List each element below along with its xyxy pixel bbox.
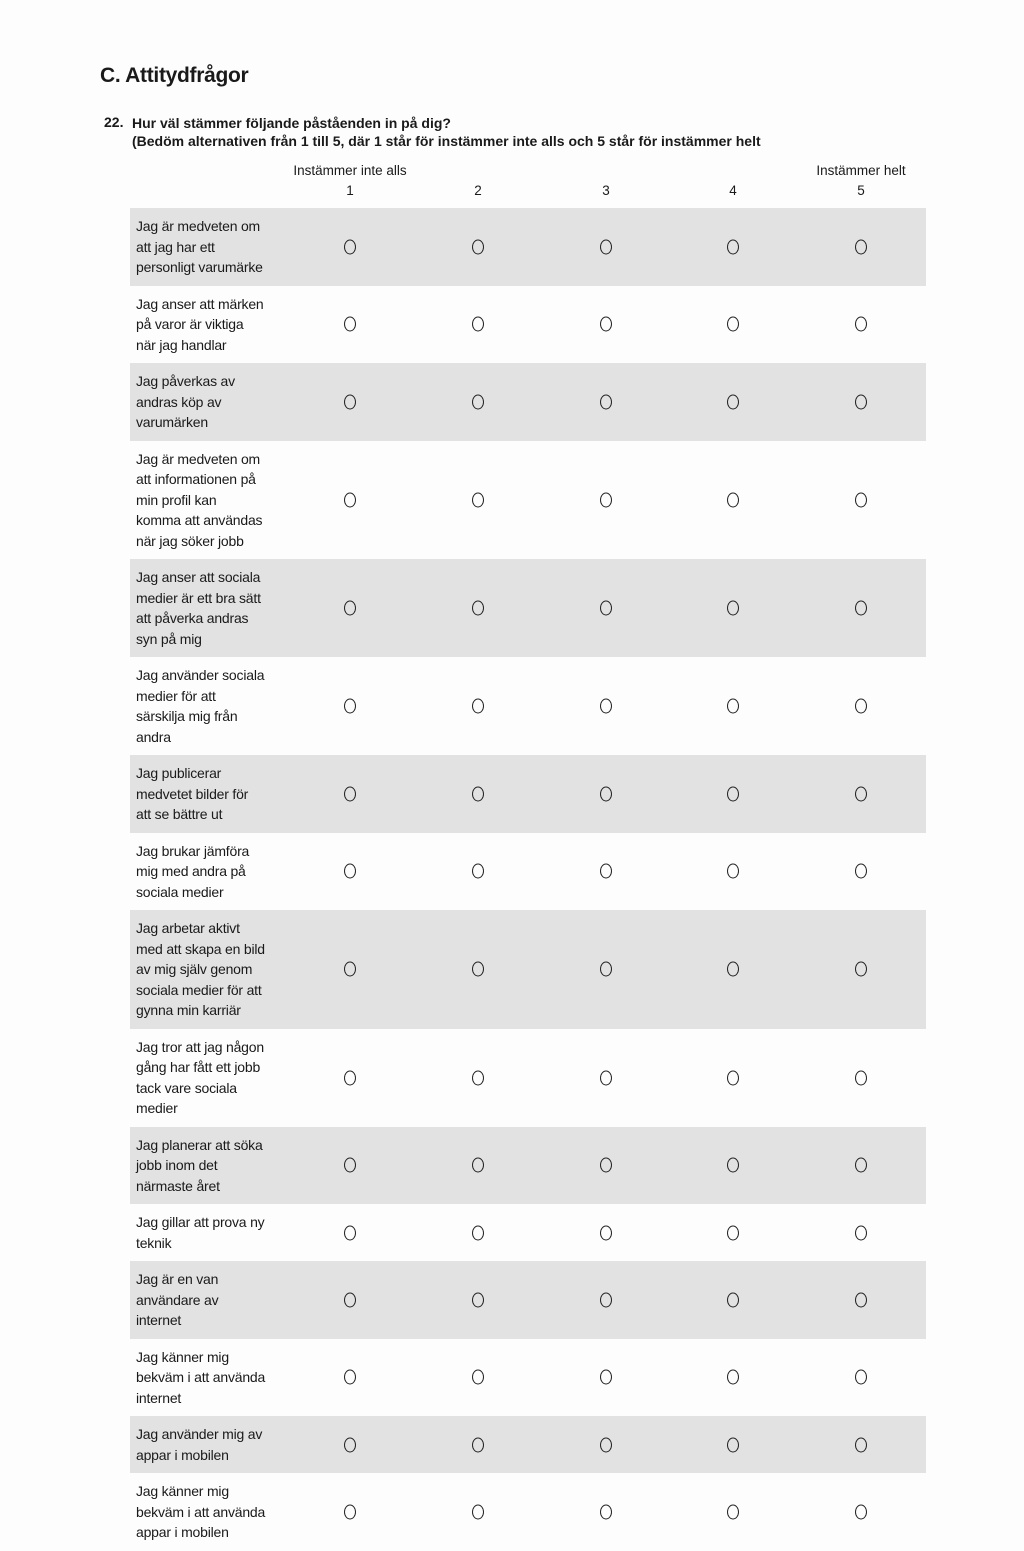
scale-header <box>0 163 1024 203</box>
radio-option-4[interactable] <box>727 1070 739 1085</box>
radio-option-3[interactable] <box>600 1504 612 1519</box>
statement-row <box>130 910 926 1029</box>
radio-option-3[interactable] <box>600 1070 612 1085</box>
radio-option-5[interactable] <box>855 962 867 977</box>
radio-option-2[interactable] <box>472 1070 484 1085</box>
statement-text <box>130 1473 276 1551</box>
radio-option-2[interactable] <box>472 492 484 507</box>
statement-line: appar i mobilen <box>136 1524 229 1540</box>
statement-line: medier <box>136 1100 178 1116</box>
statement-line: att informationen på <box>136 471 256 487</box>
statement-line: att påverka andras <box>136 610 249 626</box>
statement-line: Jag är medveten om <box>136 450 261 467</box>
radio-option-4[interactable] <box>727 1225 739 1240</box>
question-number: 22. <box>104 114 124 130</box>
statement-row <box>130 1204 926 1261</box>
radio-option-1[interactable] <box>344 1070 356 1085</box>
statement-text <box>130 1127 276 1205</box>
statement-line: särskilja mig från <box>136 708 238 724</box>
radio-option-4[interactable] <box>727 601 739 616</box>
radio-option-5[interactable] <box>855 1370 867 1385</box>
scale-low-label: Instämmer inte alls <box>293 163 407 178</box>
scale-point-5: 5 <box>857 183 865 198</box>
question-text-line1: Hur väl stämmer följande påståenden in på dig? <box>132 115 451 131</box>
statement-line: sociala medier <box>136 883 224 900</box>
radio-option-3[interactable] <box>600 317 612 332</box>
statement-line: internet <box>136 1312 182 1328</box>
statement-text <box>130 1204 276 1261</box>
radio-option-1[interactable] <box>344 962 356 977</box>
statement-line: Jag känner mig <box>136 1348 229 1365</box>
statement-text <box>130 1029 276 1127</box>
statement-line: gång har fått ett jobb <box>136 1059 261 1075</box>
radio-option-2[interactable] <box>472 1370 484 1385</box>
statement-row <box>130 1261 926 1339</box>
radio-option-4[interactable] <box>727 962 739 977</box>
statement-line: med att skapa en bild <box>136 940 265 957</box>
radio-option-4[interactable] <box>727 394 739 409</box>
radio-option-2[interactable] <box>472 962 484 977</box>
radio-option-5[interactable] <box>855 601 867 616</box>
statement-line: internet <box>136 1389 182 1406</box>
radio-option-2[interactable] <box>472 1225 484 1240</box>
statement-line: att jag har ett <box>136 238 215 255</box>
radio-option-3[interactable] <box>600 962 612 977</box>
radio-option-4[interactable] <box>727 317 739 332</box>
statement-row <box>130 833 926 911</box>
radio-option-1[interactable] <box>344 601 356 616</box>
radio-option-1[interactable] <box>344 1437 356 1452</box>
statement-line: medvetet bilder för <box>136 785 249 802</box>
statement-line: bekväm i att använda <box>136 1369 266 1385</box>
statement-line: personligt varumärke <box>136 259 263 275</box>
radio-option-3[interactable] <box>600 786 612 801</box>
statement-row <box>130 208 926 286</box>
radio-option-5[interactable] <box>855 699 867 714</box>
radio-option-5[interactable] <box>855 239 867 254</box>
radio-option-3[interactable] <box>600 1292 612 1307</box>
statement-table <box>130 208 926 1551</box>
radio-option-1[interactable] <box>344 239 356 254</box>
radio-option-4[interactable] <box>727 492 739 507</box>
radio-option-1[interactable] <box>344 864 356 879</box>
radio-option-4[interactable] <box>727 864 739 879</box>
statement-line: av mig själv genom <box>136 961 253 977</box>
radio-option-3[interactable] <box>600 1225 612 1240</box>
statement-row <box>130 657 926 755</box>
scale-high-label: Instämmer helt <box>816 163 906 178</box>
statement-row <box>130 1339 926 1417</box>
statement-text <box>130 441 276 560</box>
radio-option-2[interactable] <box>472 1504 484 1519</box>
radio-option-3[interactable] <box>600 699 612 714</box>
radio-option-1[interactable] <box>344 699 356 714</box>
statement-line: Jag gillar att prova ny <box>136 1214 265 1230</box>
radio-option-3[interactable] <box>600 239 612 254</box>
statement-text <box>130 910 276 1029</box>
statement-row <box>130 1473 926 1551</box>
statement-row <box>130 286 926 364</box>
statement-text <box>130 1261 276 1339</box>
statement-line: medier för att <box>136 687 216 704</box>
radio-option-3[interactable] <box>600 492 612 507</box>
radio-option-1[interactable] <box>344 1225 356 1240</box>
statement-text <box>130 1339 276 1417</box>
statement-row <box>130 1029 926 1127</box>
statement-line: på varor är viktiga <box>136 316 244 332</box>
statement-line: andras köp av <box>136 393 222 410</box>
statement-line: när jag handlar <box>136 336 227 353</box>
statement-line: Jag anser att märken <box>136 295 264 312</box>
statement-line: Jag arbetar aktivt <box>136 920 240 936</box>
statement-line: Jag anser att sociala <box>136 569 261 585</box>
statement-line: att se bättre ut <box>136 806 223 822</box>
radio-option-1[interactable] <box>344 1158 356 1173</box>
statement-line: Jag är en van <box>136 1271 219 1287</box>
radio-option-5[interactable] <box>855 394 867 409</box>
radio-option-2[interactable] <box>472 1437 484 1452</box>
statement-line: Jag brukar jämföra <box>136 842 250 859</box>
radio-option-4[interactable] <box>727 1437 739 1452</box>
radio-option-3[interactable] <box>600 1437 612 1452</box>
radio-option-5[interactable] <box>855 1292 867 1307</box>
radio-option-1[interactable] <box>344 492 356 507</box>
statement-text <box>130 833 276 911</box>
statement-line: andra <box>136 728 171 745</box>
statement-line: sociala medier för att <box>136 981 262 998</box>
statement-line: syn på mig <box>136 630 202 647</box>
statement-line: Jag använder mig av <box>136 1426 263 1442</box>
radio-option-1[interactable] <box>344 786 356 801</box>
radio-option-5[interactable] <box>855 317 867 332</box>
radio-option-2[interactable] <box>472 699 484 714</box>
scale-point-3: 3 <box>602 183 610 198</box>
radio-option-1[interactable] <box>344 1370 356 1385</box>
statement-text <box>130 559 276 657</box>
statement-line: när jag söker jobb <box>136 532 244 549</box>
radio-option-3[interactable] <box>600 601 612 616</box>
statement-row <box>130 1416 926 1473</box>
statement-row <box>130 559 926 657</box>
scale-point-4: 4 <box>729 183 737 198</box>
radio-option-1[interactable] <box>344 1504 356 1519</box>
statement-line: tack vare sociala <box>136 1079 237 1096</box>
radio-option-1[interactable] <box>344 1292 356 1307</box>
statement-line: Jag publicerar <box>136 765 222 781</box>
radio-option-4[interactable] <box>727 1158 739 1173</box>
radio-option-5[interactable] <box>855 1504 867 1519</box>
radio-option-2[interactable] <box>472 317 484 332</box>
radio-option-4[interactable] <box>727 1504 739 1519</box>
statement-row <box>130 441 926 560</box>
radio-option-4[interactable] <box>727 699 739 714</box>
statement-line: varumärken <box>136 414 208 430</box>
statement-text <box>130 286 276 364</box>
statement-line: närmaste året <box>136 1177 220 1194</box>
statement-line: appar i mobilen <box>136 1446 229 1463</box>
scale-point-1: 1 <box>346 183 354 198</box>
statement-line: Jag planerar att söka <box>136 1136 263 1153</box>
statement-line: bekväm i att använda <box>136 1503 266 1520</box>
radio-option-5[interactable] <box>855 864 867 879</box>
radio-option-5[interactable] <box>855 1070 867 1085</box>
radio-option-5[interactable] <box>855 1437 867 1452</box>
radio-option-4[interactable] <box>727 1292 739 1307</box>
statement-line: teknik <box>136 1234 172 1251</box>
radio-option-2[interactable] <box>472 1292 484 1307</box>
statement-text <box>130 755 276 833</box>
radio-option-4[interactable] <box>727 786 739 801</box>
radio-option-3[interactable] <box>600 1370 612 1385</box>
radio-option-5[interactable] <box>855 492 867 507</box>
radio-option-2[interactable] <box>472 864 484 879</box>
radio-option-4[interactable] <box>727 1370 739 1385</box>
statement-line: Jag är medveten om <box>136 218 261 234</box>
radio-option-2[interactable] <box>472 239 484 254</box>
statement-line: komma att användas <box>136 512 263 528</box>
statement-line: Jag känner mig <box>136 1483 229 1499</box>
radio-option-3[interactable] <box>600 864 612 879</box>
question-text <box>132 114 761 150</box>
radio-option-3[interactable] <box>600 394 612 409</box>
statement-line: jobb inom det <box>136 1157 218 1173</box>
radio-option-4[interactable] <box>727 239 739 254</box>
statement-row <box>130 755 926 833</box>
radio-option-1[interactable] <box>344 394 356 409</box>
statement-line: gynna min karriär <box>136 1002 241 1018</box>
radio-option-2[interactable] <box>472 601 484 616</box>
statement-line: Jag använder sociala <box>136 667 265 683</box>
statement-text <box>130 208 276 286</box>
statement-line: Jag påverkas av <box>136 373 235 389</box>
statement-text <box>130 657 276 755</box>
radio-option-1[interactable] <box>344 317 356 332</box>
statement-text <box>130 363 276 441</box>
statement-row <box>130 1127 926 1205</box>
radio-option-5[interactable] <box>855 1158 867 1173</box>
statement-line: min profil kan <box>136 491 217 508</box>
scale-point-2: 2 <box>474 183 482 198</box>
statement-text <box>130 1416 276 1473</box>
statement-line: användare av <box>136 1291 219 1308</box>
section-title: C. Attitydfrågor <box>100 64 249 87</box>
radio-option-2[interactable] <box>472 1158 484 1173</box>
statement-line: mig med andra på <box>136 863 246 879</box>
statement-line: medier är ett bra sätt <box>136 589 261 606</box>
statement-line: Jag tror att jag någon <box>136 1038 264 1055</box>
statement-row <box>130 363 926 441</box>
radio-option-2[interactable] <box>472 394 484 409</box>
radio-option-5[interactable] <box>855 1225 867 1240</box>
question-text-line2: (Bedöm alternativen från 1 till 5, där 1 står för instämmer inte alls och 5 står för instämmer helt <box>132 133 761 149</box>
radio-option-5[interactable] <box>855 786 867 801</box>
radio-option-2[interactable] <box>472 786 484 801</box>
radio-option-3[interactable] <box>600 1158 612 1173</box>
